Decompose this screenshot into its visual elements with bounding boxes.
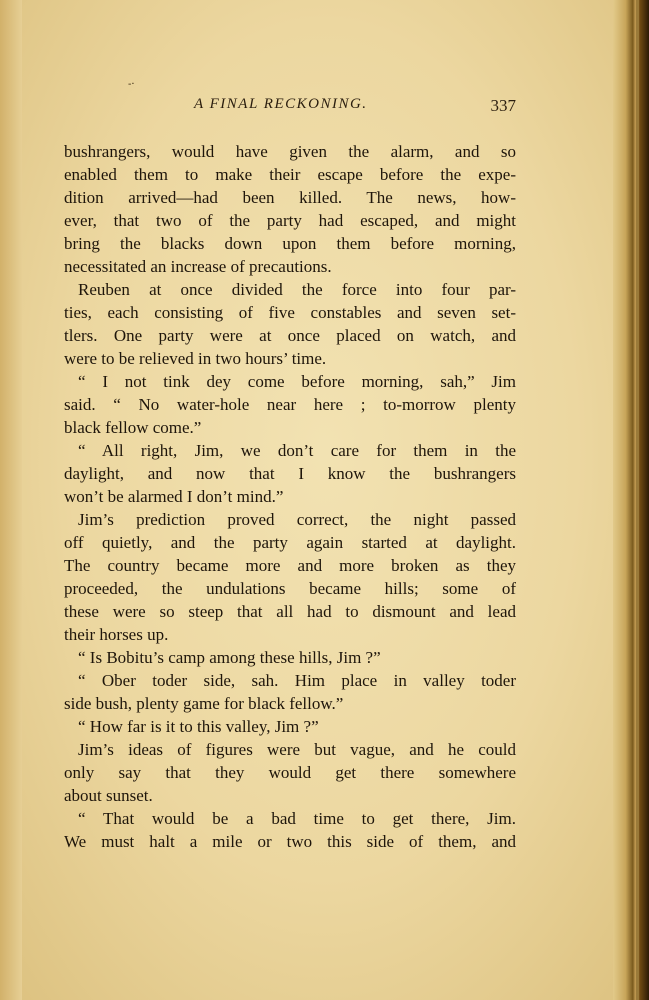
text-line: “ Is Bobitu’s camp among these hills, Jim ?” xyxy=(78,648,381,667)
text-line: proceeded, the undulations became hills; some of xyxy=(64,579,516,598)
text-line: “ All right, Jim, we don’t care for them in the xyxy=(78,441,516,460)
text-line: “ Ober toder side, sah. Him place in valley toder xyxy=(78,671,516,690)
text-line: said. “ No water-hole near here ; to-morrow plenty xyxy=(64,395,516,414)
page-edge xyxy=(613,0,649,1000)
page-gutter xyxy=(0,0,22,1000)
running-header xyxy=(64,96,516,120)
text-line: Jim’s prediction proved correct, the night passed xyxy=(78,510,516,529)
text-line: only say that they would get there somewhere xyxy=(64,763,516,782)
text-line: bring the blacks down upon them before morning, xyxy=(64,234,516,253)
body-text xyxy=(64,140,516,853)
text-line: ever, that two of the party had escaped, and might xyxy=(64,211,516,230)
text-line: ties, each consisting of five constables and seven set- xyxy=(64,303,516,322)
ink-mark: -· xyxy=(128,79,135,90)
text-line: Jim’s ideas of figures were but vague, and he could xyxy=(78,740,516,759)
text-line: necessitated an increase of precautions. xyxy=(64,257,332,276)
page-edge-line xyxy=(636,0,639,1000)
text-line: dition arrived—had been killed. The news, how- xyxy=(64,188,516,207)
text-line: daylight, and now that I know the bushrangers xyxy=(64,464,516,483)
text-line: these were so steep that all had to dismount and lead xyxy=(64,602,516,621)
text-line: black fellow come.” xyxy=(64,418,202,437)
text-line: their horses up. xyxy=(64,625,169,644)
text-line: “ How far is it to this valley, Jim ?” xyxy=(78,717,319,736)
text-line: “ That would be a bad time to get there, Jim. xyxy=(78,809,516,828)
text-line: bushrangers, would have given the alarm, and so xyxy=(64,142,516,161)
page-number: 337 xyxy=(490,96,516,115)
text-line: “ I not tink dey come before morning, sah,” Jim xyxy=(78,372,516,391)
text-line: The country became more and more broken as they xyxy=(64,556,516,575)
text-line: off quietly, and the party again started at daylight. xyxy=(64,533,516,552)
text-line: about sunset. xyxy=(64,786,153,805)
text-line: tlers. One party were at once placed on watch, and xyxy=(64,326,516,345)
text-line: Reuben at once divided the force into four par- xyxy=(78,280,516,299)
text-line: side bush, plenty game for black fellow.” xyxy=(64,694,344,713)
running-title: A FINAL RECKONING. xyxy=(194,96,368,112)
text-line: We must halt a mile or two this side of them, and xyxy=(64,832,516,851)
text-line: were to be relieved in two hours’ time. xyxy=(64,349,327,368)
text-line: won’t be alarmed I don’t mind.” xyxy=(64,487,284,506)
text-line: enabled them to make their escape before the expe- xyxy=(64,165,516,184)
